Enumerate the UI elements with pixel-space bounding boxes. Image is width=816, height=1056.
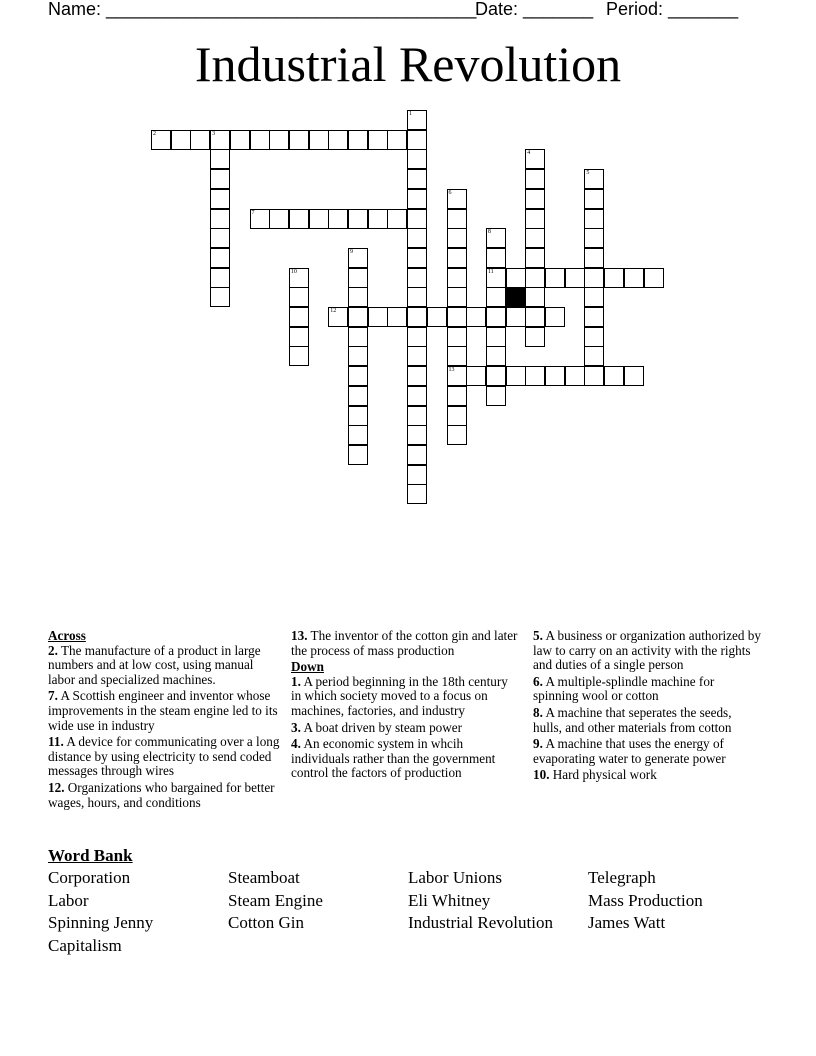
cell-number: 13 [448, 367, 455, 374]
crossword-cell[interactable] [525, 189, 545, 209]
crossword-cell[interactable] [584, 169, 604, 189]
crossword-cell[interactable] [190, 130, 210, 150]
crossword-cell[interactable] [584, 209, 604, 229]
crossword-cell[interactable] [486, 386, 506, 406]
crossword-cell[interactable] [210, 287, 230, 307]
crossword-cell[interactable] [447, 189, 467, 209]
clue-across-13: 13. The inventor of the cotton gin and later the process of mass production [291, 628, 518, 658]
crossword-cell[interactable] [348, 425, 368, 445]
clues-column-3 [533, 629, 763, 785]
crossword-cell[interactable] [210, 268, 230, 288]
crossword-cell[interactable] [348, 406, 368, 426]
crossword-cell[interactable] [486, 248, 506, 268]
word-bank-item: Labor Unions [408, 868, 502, 887]
clues-column-2 [291, 629, 521, 783]
crossword-cell[interactable] [447, 307, 467, 327]
crossword-cell[interactable] [289, 327, 309, 347]
crossword-cell[interactable] [210, 169, 230, 189]
crossword-cell[interactable] [525, 248, 545, 268]
crossword-cell[interactable] [368, 209, 388, 229]
crossword-cell[interactable] [348, 445, 368, 465]
cell-number: 3 [212, 130, 216, 137]
crossword-cell[interactable] [368, 130, 388, 150]
crossword-cell[interactable] [210, 248, 230, 268]
crossword-cell[interactable] [486, 327, 506, 347]
crossword-black-square [506, 287, 526, 307]
crossword-cell[interactable] [407, 228, 427, 248]
crossword-cell[interactable] [348, 268, 368, 288]
word-bank-item: Steamboat [228, 868, 300, 887]
crossword-cell[interactable] [407, 327, 427, 347]
crossword-cell[interactable] [407, 366, 427, 386]
crossword-cell[interactable] [407, 189, 427, 209]
word-bank-heading: Word Bank [48, 846, 133, 865]
crossword-cell[interactable] [447, 248, 467, 268]
crossword-cell[interactable] [486, 307, 506, 327]
period-field-label[interactable]: Period: _______ [606, 0, 739, 19]
crossword-cell[interactable] [407, 346, 427, 366]
word-bank-item: James Watt [588, 913, 666, 933]
crossword-cell[interactable] [584, 189, 604, 209]
cell-number: 9 [350, 248, 353, 255]
crossword-cell[interactable] [407, 465, 427, 485]
crossword-cell[interactable] [486, 287, 506, 307]
crossword-cell[interactable] [250, 209, 270, 229]
clue-down-9: 9. A machine that uses the energy of evaporating water to generate power [533, 736, 726, 766]
crossword-cell[interactable] [171, 130, 191, 150]
cell-number: 4 [527, 150, 531, 157]
crossword-cell[interactable] [486, 268, 506, 288]
crossword-cell[interactable] [584, 366, 604, 386]
crossword-cell[interactable] [447, 386, 467, 406]
crossword-cell[interactable] [584, 307, 604, 327]
clue-down-4: 4. An economic system in whcih individuals rather than the government control the factors of production [291, 736, 496, 781]
crossword-cell[interactable] [486, 366, 506, 386]
crossword-cell[interactable] [624, 366, 644, 386]
crossword-cell[interactable] [584, 228, 604, 248]
crossword-cell[interactable] [624, 268, 644, 288]
crossword-cell[interactable] [525, 149, 545, 169]
name-field-label[interactable]: Name: _____________________________________ [48, 0, 477, 19]
cell-number: 1 [409, 111, 413, 117]
crossword-cell[interactable] [348, 130, 368, 150]
clues-column-1 [48, 629, 283, 812]
crossword-cell[interactable] [407, 110, 427, 130]
crossword-cell[interactable] [269, 130, 289, 150]
crossword-cell[interactable] [250, 130, 270, 150]
crossword-cell[interactable] [348, 346, 368, 366]
crossword-cell[interactable] [604, 366, 624, 386]
clue-down-10: 10. Hard physical work [533, 767, 657, 783]
clue-across-2: 2. The manufacture of a product in large numbers and at low cost, using manual labor and specialized machines. [48, 642, 261, 687]
date-field-label[interactable]: Date: _______ [475, 0, 594, 19]
word-bank-item: Capitalism [48, 936, 122, 956]
crossword-cell[interactable] [644, 268, 664, 288]
crossword-cell[interactable] [309, 209, 329, 229]
crossword-cell[interactable] [210, 209, 230, 229]
crossword-cell[interactable] [604, 268, 624, 288]
crossword-cell[interactable] [289, 130, 309, 150]
cell-number: 5 [586, 170, 590, 177]
crossword-cell[interactable] [289, 268, 309, 288]
crossword-cell[interactable] [584, 287, 604, 307]
crossword-cell[interactable] [407, 209, 427, 229]
crossword-cell[interactable] [545, 366, 565, 386]
down-heading: Down [291, 659, 324, 675]
crossword-cell[interactable] [368, 307, 388, 327]
cell-number: 7 [251, 209, 255, 216]
crossword-cell[interactable] [289, 307, 309, 327]
cell-number: 10 [290, 268, 297, 275]
crossword-cell[interactable] [348, 386, 368, 406]
crossword-cell[interactable] [407, 484, 427, 504]
cell-number: 11 [487, 268, 494, 275]
clue-across-11: 11. A device for communicating over a long distance by using electricity to send coded messages through wires [48, 734, 280, 779]
crossword-cell[interactable] [348, 366, 368, 386]
word-bank-item: Corporation [48, 868, 131, 887]
crossword-cell[interactable] [407, 287, 427, 307]
crossword-cell[interactable] [466, 366, 486, 386]
word-bank-item: Steam Engine [228, 890, 323, 910]
crossword-cell[interactable] [348, 287, 368, 307]
crossword-cell[interactable] [525, 287, 545, 307]
crossword-cell[interactable] [466, 307, 486, 327]
word-bank-item: Industrial Revolution [408, 913, 553, 933]
crossword-cell[interactable] [387, 307, 407, 327]
crossword-cell[interactable] [447, 228, 467, 248]
crossword-cell[interactable] [525, 268, 545, 288]
cell-number: 12 [330, 308, 337, 314]
cell-number: 8 [487, 229, 491, 236]
crossword-cell[interactable] [447, 287, 467, 307]
crossword-cell[interactable] [447, 327, 467, 347]
crossword-cell[interactable] [565, 366, 585, 386]
word-bank-item: Spinning Jenny [48, 913, 154, 933]
crossword-cell[interactable] [407, 169, 427, 189]
crossword-cell[interactable] [584, 248, 604, 268]
crossword-cell[interactable] [525, 366, 545, 386]
crossword-cell[interactable] [447, 406, 467, 426]
crossword-cell[interactable] [427, 307, 447, 327]
clue-down-5: 5. A business or organization authorized by law to carry on an activity with the rights and duties of a single person [533, 628, 761, 673]
crossword-cell[interactable] [387, 209, 407, 229]
crossword-cell[interactable] [407, 425, 427, 445]
crossword-cell[interactable] [407, 406, 427, 426]
crossword-cell[interactable] [447, 268, 467, 288]
crossword-cell[interactable] [447, 425, 467, 445]
crossword-cell[interactable] [447, 346, 467, 366]
crossword-cell[interactable] [348, 209, 368, 229]
crossword-cell[interactable] [348, 307, 368, 327]
crossword-cell[interactable] [545, 268, 565, 288]
crossword-cell[interactable] [525, 307, 545, 327]
crossword-cell[interactable] [328, 130, 348, 150]
crossword-cell[interactable] [348, 248, 368, 268]
crossword-cell[interactable] [407, 149, 427, 169]
crossword-cell[interactable] [289, 209, 309, 229]
crossword-cell[interactable] [407, 248, 427, 268]
crossword-cell[interactable] [506, 268, 526, 288]
word-bank-item: Labor [48, 890, 89, 910]
across-heading: Across [48, 628, 86, 643]
crossword-cell[interactable] [210, 228, 230, 248]
crossword-cell[interactable] [525, 169, 545, 189]
crossword-cell[interactable] [584, 268, 604, 288]
word-bank-item: Eli Whitney [408, 890, 491, 910]
crossword-cell[interactable] [210, 130, 230, 150]
clue-across-7: 7. A Scottish engineer and inventor whose improvements in the steam engine led to its wide use in industry [48, 688, 278, 733]
crossword-cell[interactable] [407, 386, 427, 406]
crossword-cell[interactable] [545, 307, 565, 327]
word-bank-item: Cotton Gin [228, 913, 305, 933]
crossword-cell[interactable] [269, 209, 289, 229]
crossword-cell[interactable] [407, 268, 427, 288]
crossword-cell[interactable] [584, 346, 604, 366]
clue-down-6: 6. A multiple-splindle machine for spinning wool or cotton [533, 673, 715, 704]
cell-number: 2 [153, 130, 156, 137]
clue-down-1: 1. A period beginning in the 18th century in which society moved to a focus on machines, factories, and industry [291, 673, 508, 718]
crossword-cell[interactable] [230, 130, 250, 150]
crossword-cell[interactable] [387, 130, 407, 150]
crossword-cell[interactable] [210, 149, 230, 169]
crossword-cell[interactable] [486, 228, 506, 248]
crossword-cell[interactable] [210, 189, 230, 209]
crossword-cell[interactable] [289, 287, 309, 307]
crossword-cell[interactable] [525, 327, 545, 347]
crossword-cell[interactable] [407, 307, 427, 327]
crossword-cell[interactable] [565, 268, 585, 288]
crossword-cell[interactable] [289, 346, 309, 366]
clue-down-3: 3. A boat driven by steam power [291, 719, 463, 735]
cell-number: 6 [448, 189, 452, 196]
crossword-cell[interactable] [525, 209, 545, 229]
word-bank-item: Mass Production [588, 890, 703, 910]
crossword-cell[interactable] [525, 228, 545, 248]
word-bank-item: Telegraph [588, 868, 656, 887]
page-title: Industrial Revolution [194, 36, 622, 92]
crossword-cell[interactable] [309, 130, 329, 150]
crossword-cell[interactable] [328, 209, 348, 229]
crossword-cell[interactable] [407, 130, 427, 150]
crossword-cell[interactable] [506, 366, 526, 386]
crossword-cell[interactable] [447, 209, 467, 229]
clue-down-8: 8. A machine that seperates the seeds, hulls, and other materials from cotton [533, 704, 732, 735]
crossword-cell[interactable] [584, 327, 604, 347]
crossword-cell[interactable] [328, 307, 348, 327]
crossword-cell[interactable] [447, 366, 467, 386]
clue-across-12: 12. Organizations who bargained for better wages, hours, and conditions [48, 779, 275, 810]
crossword-cell[interactable] [348, 327, 368, 347]
crossword-cell[interactable] [486, 346, 506, 366]
crossword-cell[interactable] [506, 307, 526, 327]
crossword-cell[interactable] [407, 445, 427, 465]
crossword-cell[interactable] [151, 130, 171, 150]
